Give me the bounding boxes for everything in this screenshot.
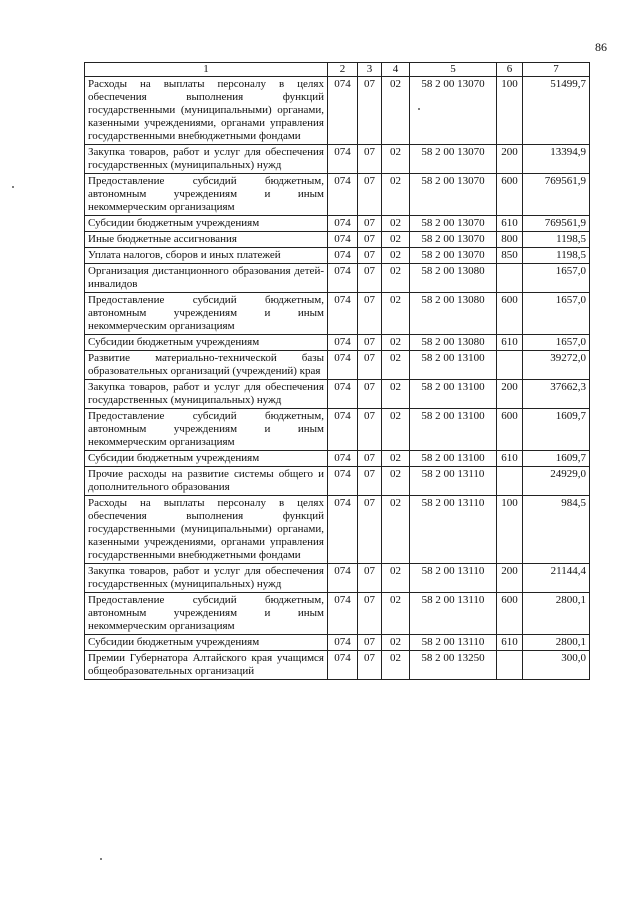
row-name: Предоставление субсидий бюджетным, автономным учреждениям и иным некоммерческим организациям <box>85 174 328 216</box>
row-ministry-code: 074 <box>328 651 358 680</box>
row-ministry-code: 074 <box>328 174 358 216</box>
table-row <box>85 145 590 174</box>
row-target-article: 58 2 00 13110 <box>410 467 497 496</box>
row-amount: 984,5 <box>523 496 590 564</box>
row-expense-type: 100 <box>497 496 523 564</box>
row-subsection-code: 02 <box>382 293 410 335</box>
row-amount: 769561,9 <box>523 216 590 232</box>
header-cell-6: 6 <box>497 63 523 77</box>
row-ministry-code: 074 <box>328 409 358 451</box>
row-amount: 24929,0 <box>523 467 590 496</box>
budget-table <box>84 62 590 680</box>
row-name: Предоставление субсидий бюджетным, автономным учреждениям и иным некоммерческим организациям <box>85 293 328 335</box>
row-ministry-code: 074 <box>328 451 358 467</box>
header-cell-7: 7 <box>523 63 590 77</box>
row-expense-type <box>497 467 523 496</box>
row-subsection-code: 02 <box>382 232 410 248</box>
row-ministry-code: 074 <box>328 264 358 293</box>
table-row <box>85 635 590 651</box>
row-section-code: 07 <box>358 248 382 264</box>
row-subsection-code: 02 <box>382 174 410 216</box>
row-section-code: 07 <box>358 467 382 496</box>
row-subsection-code: 02 <box>382 635 410 651</box>
table-row <box>85 564 590 593</box>
row-subsection-code: 02 <box>382 467 410 496</box>
table-row <box>85 451 590 467</box>
row-ministry-code: 074 <box>328 216 358 232</box>
row-section-code: 07 <box>358 635 382 651</box>
table-row <box>85 293 590 335</box>
row-amount: 1657,0 <box>523 293 590 335</box>
table-row <box>85 351 590 380</box>
table-row <box>85 467 590 496</box>
row-subsection-code: 02 <box>382 216 410 232</box>
row-subsection-code: 02 <box>382 409 410 451</box>
row-expense-type: 600 <box>497 293 523 335</box>
row-subsection-code: 02 <box>382 380 410 409</box>
page-number: 86 <box>595 40 607 54</box>
row-expense-type: 600 <box>497 409 523 451</box>
row-target-article: 58 2 00 13070 <box>410 248 497 264</box>
table-row <box>85 335 590 351</box>
row-subsection-code: 02 <box>382 335 410 351</box>
row-subsection-code: 02 <box>382 145 410 174</box>
row-section-code: 07 <box>358 380 382 409</box>
row-target-article: 58 2 00 13110 <box>410 564 497 593</box>
header-cell-2: 2 <box>328 63 358 77</box>
table-row <box>85 216 590 232</box>
row-ministry-code: 074 <box>328 335 358 351</box>
row-section-code: 07 <box>358 593 382 635</box>
row-expense-type <box>497 264 523 293</box>
row-subsection-code: 02 <box>382 264 410 293</box>
row-section-code: 07 <box>358 496 382 564</box>
row-target-article: 58 2 00 13080 <box>410 264 497 293</box>
row-expense-type: 600 <box>497 593 523 635</box>
row-section-code: 07 <box>358 145 382 174</box>
row-expense-type: 610 <box>497 451 523 467</box>
row-amount: 1657,0 <box>523 264 590 293</box>
row-amount: 39272,0 <box>523 351 590 380</box>
row-expense-type: 610 <box>497 635 523 651</box>
scan-speck <box>100 858 102 860</box>
row-expense-type: 610 <box>497 216 523 232</box>
row-subsection-code: 02 <box>382 248 410 264</box>
row-amount: 769561,9 <box>523 174 590 216</box>
row-section-code: 07 <box>358 451 382 467</box>
table-row <box>85 77 590 145</box>
row-amount: 1198,5 <box>523 232 590 248</box>
row-ministry-code: 074 <box>328 77 358 145</box>
row-name: Расходы на выплаты персоналу в целях обеспечения выполнения функций государственными (муниципальными) органами, казенными учреждениями, органами управления государственными внебюджетными фондами <box>85 77 328 145</box>
row-section-code: 07 <box>358 264 382 293</box>
row-expense-type: 100 <box>497 77 523 145</box>
table-row <box>85 264 590 293</box>
row-section-code: 07 <box>358 293 382 335</box>
row-name: Субсидии бюджетным учреждениям <box>85 335 328 351</box>
row-target-article: 58 2 00 13100 <box>410 451 497 467</box>
header-cell-5: 5 <box>410 63 497 77</box>
row-name: Премии Губернатора Алтайского края учащимся общеобразовательных организаций <box>85 651 328 680</box>
row-subsection-code: 02 <box>382 593 410 635</box>
header-cell-4: 4 <box>382 63 410 77</box>
scan-speck <box>12 186 14 188</box>
table-row <box>85 380 590 409</box>
row-section-code: 07 <box>358 77 382 145</box>
row-name: Предоставление субсидий бюджетным, автономным учреждениям и иным некоммерческим организациям <box>85 409 328 451</box>
row-amount: 51499,7 <box>523 77 590 145</box>
row-expense-type: 800 <box>497 232 523 248</box>
row-name: Закупка товаров, работ и услуг для обеспечения государственных (муниципальных) нужд <box>85 564 328 593</box>
row-name: Субсидии бюджетным учреждениям <box>85 216 328 232</box>
row-section-code: 07 <box>358 351 382 380</box>
row-expense-type: 850 <box>497 248 523 264</box>
row-section-code: 07 <box>358 564 382 593</box>
row-name: Прочие расходы на развитие системы общего и дополнительного образования <box>85 467 328 496</box>
row-subsection-code: 02 <box>382 351 410 380</box>
row-amount: 300,0 <box>523 651 590 680</box>
table-row <box>85 409 590 451</box>
row-subsection-code: 02 <box>382 496 410 564</box>
row-ministry-code: 074 <box>328 232 358 248</box>
header-cell-3: 3 <box>358 63 382 77</box>
row-target-article: 58 2 00 13070 <box>410 174 497 216</box>
row-subsection-code: 02 <box>382 564 410 593</box>
row-target-article: 58 2 00 13070 <box>410 232 497 248</box>
row-section-code: 07 <box>358 335 382 351</box>
row-amount: 2800,1 <box>523 635 590 651</box>
row-expense-type: 200 <box>497 145 523 174</box>
row-subsection-code: 02 <box>382 651 410 680</box>
table-row <box>85 232 590 248</box>
row-amount: 13394,9 <box>523 145 590 174</box>
row-ministry-code: 074 <box>328 351 358 380</box>
row-section-code: 07 <box>358 409 382 451</box>
row-name: Субсидии бюджетным учреждениям <box>85 451 328 467</box>
row-name: Расходы на выплаты персоналу в целях обеспечения выполнения функций государственными (муниципальными) органами, казенными учреждениями, органами управления государственными внебюджетными фондами <box>85 496 328 564</box>
row-expense-type: 200 <box>497 380 523 409</box>
table-row <box>85 248 590 264</box>
row-target-article: 58 2 00 13070 <box>410 216 497 232</box>
row-target-article: 58 2 00 13110 <box>410 635 497 651</box>
row-section-code: 07 <box>358 174 382 216</box>
header-row <box>85 63 590 77</box>
table-row <box>85 496 590 564</box>
row-target-article: 58 2 00 13080 <box>410 293 497 335</box>
row-name: Предоставление субсидий бюджетным, автономным учреждениям и иным некоммерческим организациям <box>85 593 328 635</box>
row-target-article: 58 2 00 13100 <box>410 409 497 451</box>
row-ministry-code: 074 <box>328 593 358 635</box>
row-amount: 1609,7 <box>523 451 590 467</box>
row-section-code: 07 <box>358 232 382 248</box>
row-subsection-code: 02 <box>382 451 410 467</box>
row-target-article: 58 2 00 13080 <box>410 335 497 351</box>
scan-speck <box>418 108 420 110</box>
row-name: Иные бюджетные ассигнования <box>85 232 328 248</box>
header-cell-1: 1 <box>85 63 328 77</box>
table-row <box>85 651 590 680</box>
row-expense-type <box>497 651 523 680</box>
table-body <box>85 77 590 680</box>
table-row <box>85 174 590 216</box>
row-expense-type: 200 <box>497 564 523 593</box>
row-ministry-code: 074 <box>328 145 358 174</box>
row-amount: 21144,4 <box>523 564 590 593</box>
row-ministry-code: 074 <box>328 496 358 564</box>
row-ministry-code: 074 <box>328 380 358 409</box>
row-target-article: 58 2 00 13110 <box>410 496 497 564</box>
row-target-article: 58 2 00 13110 <box>410 593 497 635</box>
row-expense-type <box>497 351 523 380</box>
row-expense-type: 610 <box>497 335 523 351</box>
row-name: Развитие материально-технической базы образовательных организаций (учреждений) края <box>85 351 328 380</box>
row-ministry-code: 074 <box>328 467 358 496</box>
row-target-article: 58 2 00 13070 <box>410 77 497 145</box>
row-amount: 1657,0 <box>523 335 590 351</box>
row-name: Уплата налогов, сборов и иных платежей <box>85 248 328 264</box>
row-name: Закупка товаров, работ и услуг для обеспечения государственных (муниципальных) нужд <box>85 380 328 409</box>
row-section-code: 07 <box>358 216 382 232</box>
row-target-article: 58 2 00 13100 <box>410 380 497 409</box>
row-amount: 1198,5 <box>523 248 590 264</box>
row-amount: 37662,3 <box>523 380 590 409</box>
row-ministry-code: 074 <box>328 564 358 593</box>
row-expense-type: 600 <box>497 174 523 216</box>
table-row <box>85 593 590 635</box>
row-section-code: 07 <box>358 651 382 680</box>
row-ministry-code: 074 <box>328 293 358 335</box>
row-amount: 2800,1 <box>523 593 590 635</box>
row-target-article: 58 2 00 13100 <box>410 351 497 380</box>
row-target-article: 58 2 00 13250 <box>410 651 497 680</box>
row-name: Организация дистанционного образования детей-инвалидов <box>85 264 328 293</box>
row-name: Субсидии бюджетным учреждениям <box>85 635 328 651</box>
row-ministry-code: 074 <box>328 635 358 651</box>
row-name: Закупка товаров, работ и услуг для обеспечения государственных (муниципальных) нужд <box>85 145 328 174</box>
row-subsection-code: 02 <box>382 77 410 145</box>
row-ministry-code: 074 <box>328 248 358 264</box>
row-amount: 1609,7 <box>523 409 590 451</box>
row-target-article: 58 2 00 13070 <box>410 145 497 174</box>
